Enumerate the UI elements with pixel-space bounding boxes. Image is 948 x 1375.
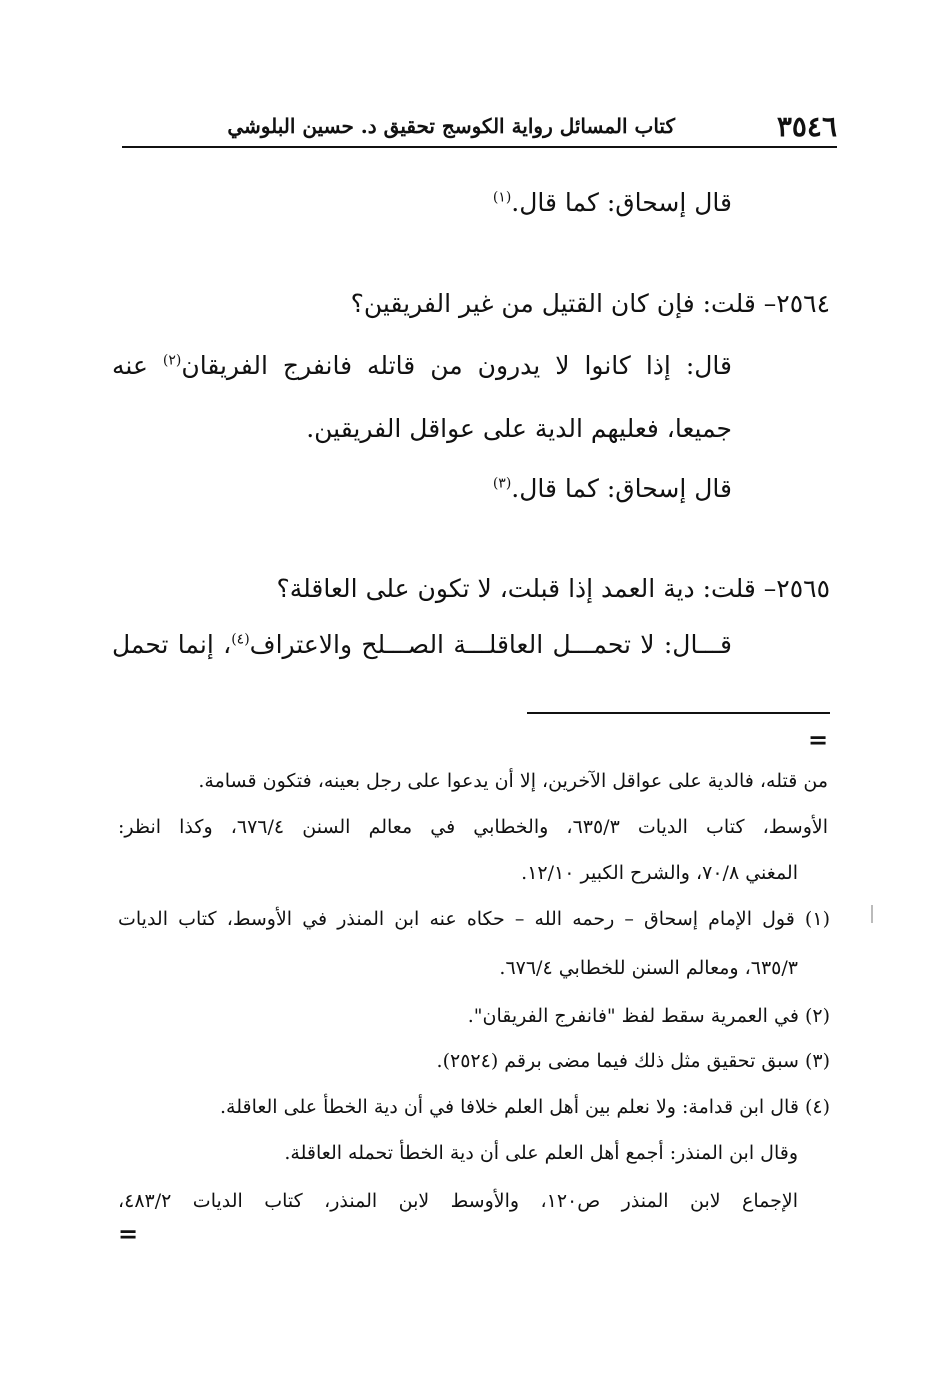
footnote-continuation-3: المغني ٧٠/٨، والشرح الكبير ١٢/١٠.	[521, 862, 798, 884]
body-text: عنه	[112, 351, 163, 380]
footnote-continuation-2: الأوسط، كتاب الديات ٦٣٥/٣، والخطابي في معالم السنن ٦٧٦/٤، وكذا انظر:	[118, 816, 828, 838]
footnote-4: (٤) قال ابن قدامة: ولا نعلم بين أهل العلم خلافا في أن دية الخطأ على العاقلة.	[219, 1096, 830, 1118]
footnote-ref: (١)	[492, 189, 512, 206]
running-title: كتاب المسائل رواية الكوسج تحقيق د. حسين البلوشي	[227, 114, 675, 138]
question-2564	[351, 289, 830, 319]
footnote-2: (٢) في العمرية سقط لفظ "فانفرج الفريقان".	[467, 1005, 830, 1027]
footnote-1-cont: ٦٣٥/٣، ومعالم السنن للخطابي ٦٧٦/٤.	[499, 957, 798, 979]
continuation-mark-bottom: =	[118, 1219, 139, 1248]
running-header	[122, 104, 837, 148]
question-2565	[276, 574, 830, 604]
footnote-ref: (٢)	[162, 352, 182, 369]
body-text: قال إسحاق: كما قال.	[511, 474, 732, 503]
footnote-ref: (٣)	[492, 475, 512, 492]
body-text: ، إنما تحمل	[112, 630, 232, 659]
footnote-1: (١) قول الإمام إسحاق – رحمه الله – حكاه عنه ابن المنذر في الأوسط، كتاب الديات	[118, 908, 830, 930]
continuation-mark-top: =	[808, 725, 829, 754]
body-text: قـــال: لا تحمـــل العاقلـــة الصـــلح والاعتراف	[249, 630, 732, 659]
page-number: ٣٥٤٦	[776, 110, 837, 143]
footnote-3: (٣) سبق تحقيق مثل ذلك فيما مضى برقم (٢٥٢٤).	[436, 1050, 830, 1072]
footnote-separator	[527, 712, 830, 714]
body-text: قال: إذا كانوا لا يدرون من قاتله فانفرج الفريقان	[181, 351, 732, 380]
body-text: ٢٥٦٥– قلت: دية العمد إذا قبلت، لا تكون على العاقلة؟	[276, 574, 830, 603]
footnote-ref: (٤)	[231, 631, 250, 648]
footnote-4-cont-1: وقال ابن المنذر: أجمع أهل العلم على أن دية الخطأ تحمله العاقلة.	[284, 1142, 798, 1164]
body-text: قال إسحاق: كما قال.	[511, 188, 732, 217]
footnote-continuation-1: من قتله، فالدية على عواقل الآخرين، إلا أن يدعوا على رجل بعينه، فتكون قسامة.	[198, 770, 828, 792]
footnote-4-cont-2: الإجماع لابن المنذر ص١٢٠، والأوسط لابن المنذر، كتاب الديات ٤٨٣/٢،	[118, 1190, 798, 1212]
body-text: ٢٥٦٤– قلت: فإن كان القتيل من غير الفريقين؟	[350, 289, 830, 318]
body-line-4	[306, 414, 732, 444]
body-line-7	[112, 630, 732, 660]
body-text: جميعا، فعليهم الدية على عواقل الفريقين.	[306, 414, 732, 443]
margin-mark	[871, 905, 873, 923]
body-line-5	[493, 474, 732, 504]
body-line-1	[493, 188, 732, 218]
body-line-3	[112, 351, 732, 381]
